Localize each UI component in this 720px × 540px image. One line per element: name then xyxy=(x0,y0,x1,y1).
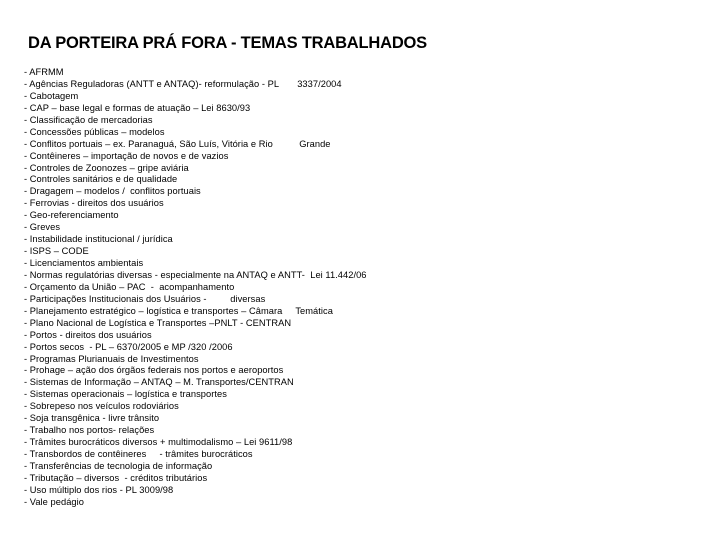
list-item: - Prohage – ação dos órgãos federais nos portos e aeroportos xyxy=(24,365,284,376)
list-item: - Concessões públicas – modelos xyxy=(24,126,165,137)
list-item: - Classificação de mercadorias xyxy=(24,114,153,125)
list-item: - Trâmites burocráticos diversos + multimodalismo – Lei 9611/98 xyxy=(24,437,293,448)
list-item: - Participações Institucionais dos Usuários - diversas xyxy=(24,293,266,304)
list-item: - ISPS – CODE xyxy=(24,246,89,257)
list-item: - Contêineres – importação de novos e de vazios xyxy=(24,150,229,161)
list-item: - Sistemas de Informação – ANTAQ – M. Transportes/CENTRAN xyxy=(24,377,294,388)
list-item: - Dragagem – modelos / conflitos portuais xyxy=(24,186,201,197)
list-item: - Transbordos de contêineres - trâmites burocráticos xyxy=(24,449,253,459)
list-item: - Cabotagem xyxy=(24,90,79,101)
list-item: - Portos secos - PL – 6370/2005 e MP /320 /2006 xyxy=(24,341,233,352)
list-item: - Normas regulatórias diversas - especialmente na ANTAQ e ANTT- Lei 11.442/06 xyxy=(24,269,367,280)
list-item: - AFRMM xyxy=(24,67,64,77)
list-item: - Controles sanitários e de qualidade xyxy=(24,174,178,185)
list-item: - Conflitos portuais – ex. Paranaguá, São Luís, Vitória e Rio Grande xyxy=(24,138,331,149)
slide-title: DA PORTEIRA PRÁ FORA - TEMAS TRABALHADOS xyxy=(28,34,427,52)
list-item: - Agências Reguladoras (ANTT e ANTAQ)- reformulação - PL 3337/2004 xyxy=(24,78,342,89)
list-item: - CAP – base legal e formas de atuação – Lei 8630/93 xyxy=(24,102,251,113)
list-item: - Ferrovias - direitos dos usuários xyxy=(24,198,164,209)
list-item: - Tributação – diversos - créditos tributários xyxy=(24,472,208,483)
list-item: - Geo-referenciamento xyxy=(24,210,119,221)
list-item: - Plano Nacional de Logística e Transportes –PNLT - CENTRAN xyxy=(24,317,292,328)
list-item: - Trabalho nos portos- relações xyxy=(24,425,155,436)
list-item: - Programas Plurianuais de Investimentos xyxy=(24,353,199,364)
list-item: - Sobrepeso nos veículos rodoviários xyxy=(24,401,179,412)
list-item: - Portos - direitos dos usuários xyxy=(24,329,152,340)
list-item: - Licenciamentos ambientais xyxy=(24,258,144,268)
list-item: - Soja transgênica - livre trânsito xyxy=(24,413,160,424)
list-item: - Orçamento da União – PAC - acompanhamento xyxy=(24,281,235,292)
topic-list xyxy=(24,67,367,509)
list-item: - Planejamento estratégico – logística e transportes – Câmara Temática xyxy=(24,305,333,316)
list-item: - Vale pedágio xyxy=(24,496,84,507)
list-item: - Sistemas operacionais – logística e transportes xyxy=(24,389,227,400)
list-item: - Controles de Zoonozes – gripe aviária xyxy=(24,162,189,173)
list-item: - Greves xyxy=(24,222,61,233)
list-item: - Instabilidade institucional / jurídica xyxy=(24,234,173,245)
list-item: - Transferências de tecnologia de informação xyxy=(24,460,213,471)
list-item: - Uso múltiplo dos rios - PL 3009/98 xyxy=(24,484,174,495)
